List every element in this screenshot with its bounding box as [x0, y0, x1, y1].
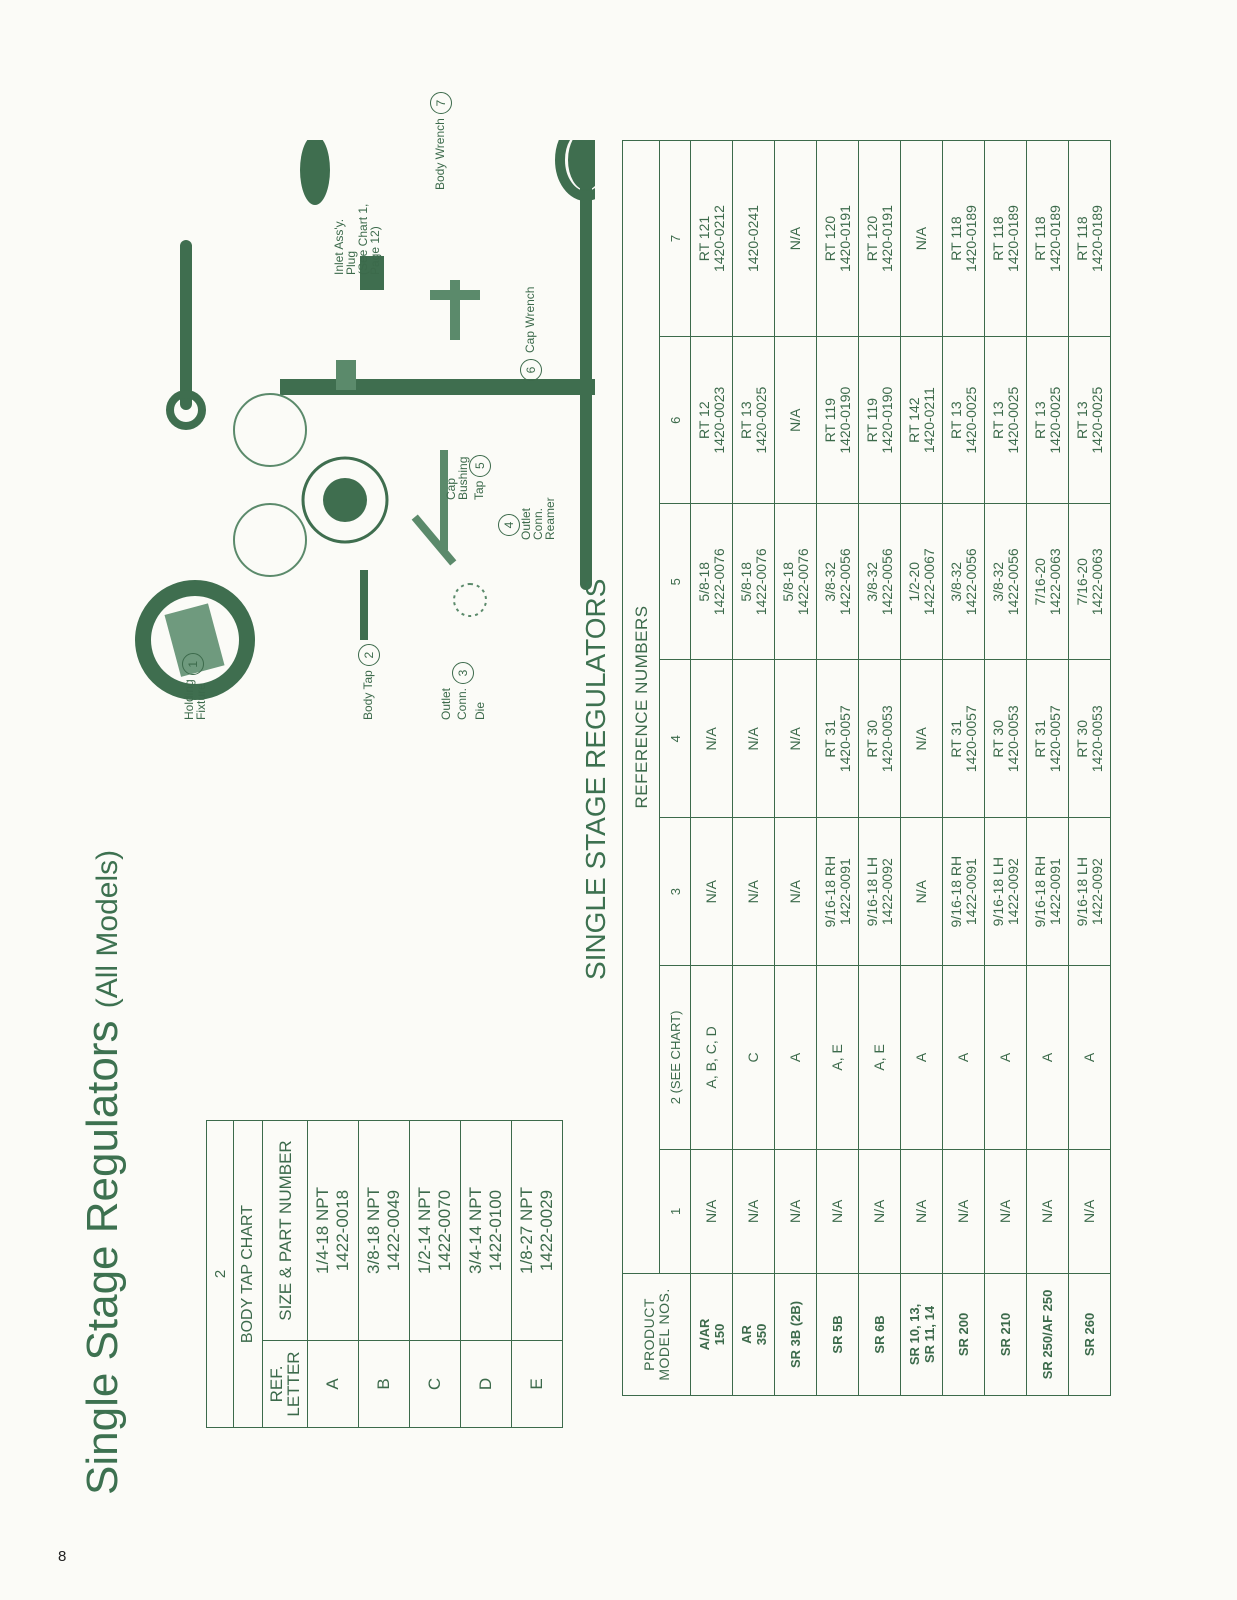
- model-number: A/AR 150: [691, 1273, 733, 1395]
- tool-label-cap-wrench: 6Cap Wrench: [520, 287, 542, 385]
- model-header: PRODUCT MODEL NOS.: [623, 1273, 691, 1395]
- section-title: SINGLE STAGE REGULATORS: [580, 578, 611, 980]
- reference-row: [817, 141, 859, 1396]
- outlet-conn-reamer-icon: [412, 514, 457, 565]
- reference-column-header: 1: [660, 1149, 691, 1273]
- tap-chart-row: [308, 1121, 359, 1428]
- reference-cell: RT 121 1420-0212: [691, 141, 733, 337]
- reference-cell: A, E: [817, 966, 859, 1150]
- reference-numbers-header: REFERENCE NUMBERS: [623, 141, 660, 1274]
- tap-ref-letter: E: [512, 1341, 563, 1428]
- reference-cell: RT 13 1420-0025: [733, 337, 775, 504]
- reference-cell: RT 119 1420-0190: [859, 337, 901, 504]
- reference-cell: 9/16-18 LH 1422-0092: [859, 818, 901, 966]
- reference-cell: N/A: [733, 660, 775, 818]
- reference-table: [622, 140, 1111, 1396]
- reference-cell: A: [1069, 966, 1111, 1150]
- reference-cell: 9/16-18 RH 1422-0091: [1027, 818, 1069, 966]
- reference-cell: A: [985, 966, 1027, 1150]
- reference-cell: 3/8-32 1422-0056: [817, 504, 859, 660]
- reference-row: [775, 141, 817, 1396]
- body-wrench-icon: [560, 140, 595, 590]
- reference-cell: N/A: [901, 141, 943, 337]
- tap-size-part: 1/4-18 NPT 1422-0018: [308, 1121, 359, 1341]
- open-wrench-icon: [170, 240, 202, 426]
- reference-cell: RT 31 1420-0057: [943, 660, 985, 818]
- reference-cell: RT 13 1420-0025: [943, 337, 985, 504]
- reference-cell: 3/8-32 1422-0056: [943, 504, 985, 660]
- reference-cell: N/A: [901, 1149, 943, 1273]
- reference-column-header: 4: [660, 660, 691, 818]
- reference-cell: A: [943, 966, 985, 1150]
- reference-cell: N/A: [1027, 1149, 1069, 1273]
- reference-row: [1069, 141, 1111, 1396]
- reference-cell: 5/8-18 1422-0076: [775, 504, 817, 660]
- reference-cell: RT 120 1420-0191: [859, 141, 901, 337]
- reference-cell: RT 118 1420-0189: [985, 141, 1027, 337]
- reference-cell: N/A: [691, 1149, 733, 1273]
- reference-cell: N/A: [901, 818, 943, 966]
- reference-cell: A, E: [859, 966, 901, 1150]
- tap-chart-row: [359, 1121, 410, 1428]
- reference-cell: N/A: [943, 1149, 985, 1273]
- reference-column-header: 2 (SEE CHART): [660, 966, 691, 1150]
- tap-chart-number: 2: [207, 1121, 234, 1428]
- reference-cell: 9/16-18 RH 1422-0091: [817, 818, 859, 966]
- reference-rows: [691, 141, 1111, 1396]
- reference-column-header: 3: [660, 818, 691, 966]
- reference-cell: 1420-0241: [733, 141, 775, 337]
- reference-cell: N/A: [1069, 1149, 1111, 1273]
- reference-row: [733, 141, 775, 1396]
- tap-ref-letter: B: [359, 1341, 410, 1428]
- reference-cell: RT 118 1420-0189: [1069, 141, 1111, 337]
- tap-size-part: 1/2-14 NPT 1422-0070: [410, 1121, 461, 1341]
- model-number: SR 10, 13, SR 11, 14: [901, 1273, 943, 1395]
- reference-cell: 1/2-20 1422-0067: [901, 504, 943, 660]
- reference-cell: N/A: [775, 660, 817, 818]
- tool-label-inlet-plug: Inlet Ass'y. Plug (See Chart 1, Page 12): [332, 203, 382, 275]
- tap-size-part: 1/8-27 NPT 1422-0029: [512, 1121, 563, 1341]
- reference-column-header: 7: [660, 141, 691, 337]
- tool-label-outlet-conn-die: Outlet Conn.3 Die: [440, 662, 486, 720]
- reference-cell: N/A: [817, 1149, 859, 1273]
- model-number: SR 6B: [859, 1273, 901, 1395]
- model-number: AR 350: [733, 1273, 775, 1395]
- tap-chart-header-size: SIZE & PART NUMBER: [263, 1121, 308, 1341]
- reference-cell: 3/8-32 1422-0056: [859, 504, 901, 660]
- reference-cell: RT 120 1420-0191: [817, 141, 859, 337]
- reference-cell: RT 119 1420-0190: [817, 337, 859, 504]
- reference-row: [901, 141, 943, 1396]
- reference-cell: N/A: [775, 337, 817, 504]
- reference-row: [691, 141, 733, 1396]
- tool-label-body-tap: Body Tap2: [358, 644, 380, 720]
- outlet-conn-die-icon: [454, 584, 486, 616]
- reference-cell: RT 142 1420-0211: [901, 337, 943, 504]
- tool-label-outlet-conn-reamer: 4 Outlet Conn. Reamer: [498, 497, 556, 540]
- reference-cell: 7/16-20 1422-0063: [1027, 504, 1069, 660]
- tap-chart-row: [410, 1121, 461, 1428]
- reference-cell: A: [1027, 966, 1069, 1150]
- reference-cell: N/A: [859, 1149, 901, 1273]
- reference-row: [1027, 141, 1069, 1396]
- reference-cell: RT 31 1420-0057: [817, 660, 859, 818]
- reference-row: [985, 141, 1027, 1396]
- tap-chart-title: BODY TAP CHART: [234, 1121, 263, 1428]
- title-sub: (All Models): [91, 849, 124, 1009]
- reference-cell: 5/8-18 1422-0076: [733, 504, 775, 660]
- model-number: SR 250/AF 250: [1027, 1273, 1069, 1395]
- reference-cell: N/A: [901, 660, 943, 818]
- page-number: 8: [58, 1548, 67, 1565]
- reference-cell: 7/16-20 1422-0063: [1069, 504, 1111, 660]
- tap-ref-letter: D: [461, 1341, 512, 1428]
- model-number: SR 3B (2B): [775, 1273, 817, 1395]
- reference-cell: RT 12 1420-0023: [691, 337, 733, 504]
- reference-cell: N/A: [733, 1149, 775, 1273]
- title-main: Single Stage Regulators: [78, 1020, 127, 1495]
- reference-cell: N/A: [775, 1149, 817, 1273]
- reference-column-header: 6: [660, 337, 691, 504]
- reference-column-headers: [660, 141, 691, 1396]
- body-tap-chart: [206, 1120, 563, 1428]
- reference-column-header: 5: [660, 504, 691, 660]
- reference-cell: 9/16-18 LH 1422-0092: [1069, 818, 1111, 966]
- reference-cell: N/A: [691, 818, 733, 966]
- tap-chart-rows: [308, 1121, 563, 1428]
- reference-cell: A, B, C, D: [691, 966, 733, 1150]
- reference-cell: RT 13 1420-0025: [985, 337, 1027, 504]
- body-tap-icon: [360, 570, 368, 640]
- reference-cell: RT 118 1420-0189: [943, 141, 985, 337]
- tap-chart-header-ref: REF. LETTER: [263, 1341, 308, 1428]
- reference-cell: 3/8-32 1422-0056: [985, 504, 1027, 660]
- tool-label-cap-bushing-tap: Cap Bushing Tap5: [445, 455, 491, 500]
- reference-cell: RT 13 1420-0025: [1069, 337, 1111, 504]
- reference-cell: N/A: [775, 818, 817, 966]
- reference-cell: RT 13 1420-0025: [1027, 337, 1069, 504]
- reference-cell: N/A: [985, 1149, 1027, 1273]
- model-number: SR 5B: [817, 1273, 859, 1395]
- model-number: SR 260: [1069, 1273, 1111, 1395]
- model-number: SR 210: [985, 1273, 1027, 1395]
- page-title: [78, 850, 128, 1495]
- cap-wrench-icon: [430, 280, 480, 340]
- model-number: SR 200: [943, 1273, 985, 1395]
- tool-label-holding-fixture: Holding Fixture1: [183, 653, 207, 720]
- reference-cell: RT 30 1420-0053: [859, 660, 901, 818]
- reference-cell: N/A: [775, 141, 817, 337]
- reference-cell: N/A: [733, 818, 775, 966]
- reference-cell: RT 31 1420-0057: [1027, 660, 1069, 818]
- tap-ref-letter: A: [308, 1341, 359, 1428]
- tap-chart-row: [461, 1121, 512, 1428]
- reference-cell: 9/16-18 LH 1422-0092: [985, 818, 1027, 966]
- reference-cell: A: [775, 966, 817, 1150]
- tap-size-part: 3/8-18 NPT 1422-0049: [359, 1121, 410, 1341]
- reference-cell: C: [733, 966, 775, 1150]
- tap-size-part: 3/4-14 NPT 1422-0100: [461, 1121, 512, 1341]
- reference-cell: RT 118 1420-0189: [1027, 141, 1069, 337]
- reference-cell: RT 30 1420-0053: [1069, 660, 1111, 818]
- reference-cell: 5/8-18 1422-0076: [691, 504, 733, 660]
- tap-chart-row: [512, 1121, 563, 1428]
- reference-cell: 9/16-18 RH 1422-0091: [943, 818, 985, 966]
- reference-cell: N/A: [691, 660, 733, 818]
- tap-ref-letter: C: [410, 1341, 461, 1428]
- reference-row: [859, 141, 901, 1396]
- reference-row: [943, 141, 985, 1396]
- tool-label-body-wrench: Body Wrench7: [430, 92, 452, 190]
- reference-cell: RT 30 1420-0053: [985, 660, 1027, 818]
- reference-cell: A: [901, 966, 943, 1150]
